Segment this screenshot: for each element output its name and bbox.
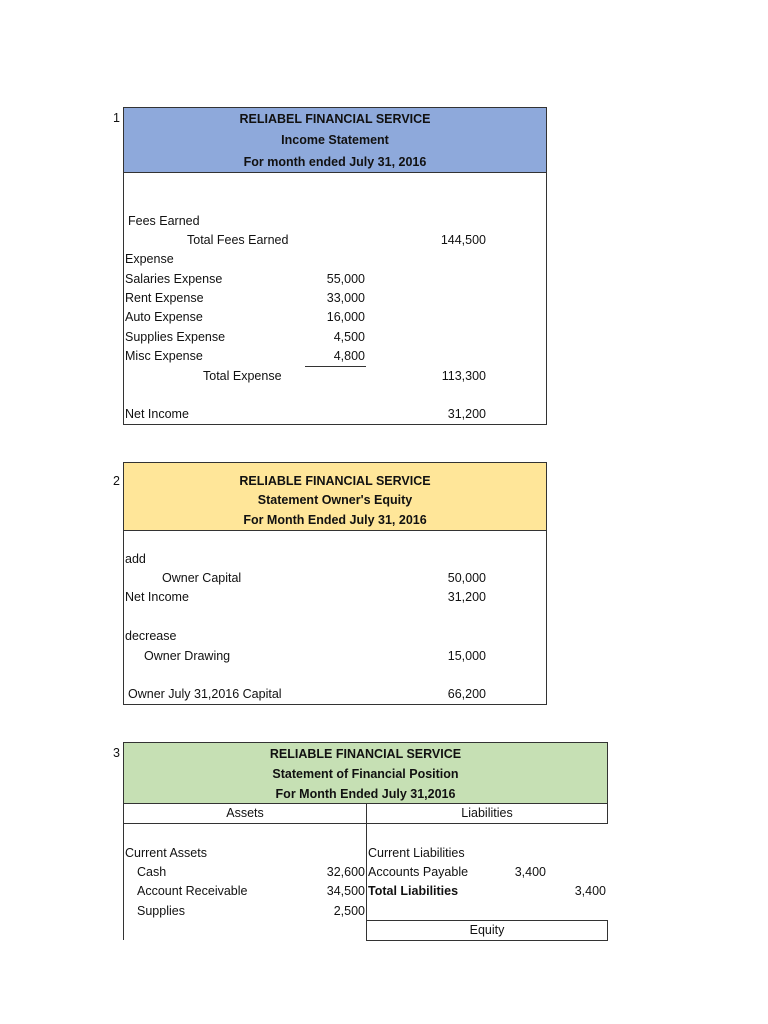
add-label: add (125, 552, 146, 566)
company-title: RELIABLE FINANCIAL SERVICE (269, 747, 462, 761)
section-number-2: 2 (113, 474, 120, 488)
misc-expense-value: 4,800 (333, 349, 365, 363)
ending-capital-label: Owner July 31,2016 Capital (128, 687, 282, 701)
net-income-label: Net Income (125, 590, 189, 604)
rent-expense-label: Rent Expense (125, 291, 204, 305)
rent-expense-value: 33,000 (326, 291, 365, 305)
net-income-value: 31,200 (447, 407, 486, 421)
salaries-expense-label: Salaries Expense (125, 272, 223, 286)
salaries-expense-value: 55,000 (326, 272, 365, 286)
owner-capital-label: Owner Capital (162, 571, 242, 585)
auto-expense-label: Auto Expense (125, 310, 203, 324)
subtotal-underline (305, 366, 366, 367)
total-fees-earned-label: Total Fees Earned (187, 233, 289, 247)
receivable-value: 34,500 (326, 884, 365, 898)
supplies-label: Supplies (137, 904, 185, 918)
decrease-label: decrease (125, 629, 177, 643)
owners-equity-header (123, 462, 547, 531)
owners-equity-body (123, 530, 547, 705)
statement-title: Income Statement (281, 133, 389, 147)
company-title: RELIABLE FINANCIAL SERVICE (239, 474, 431, 488)
section-number-3: 3 (113, 746, 120, 760)
owner-drawing-label: Owner Drawing (144, 649, 231, 663)
total-liabilities-value: 3,400 (574, 884, 606, 898)
income-statement-header (123, 107, 547, 173)
equity-label: Equity (469, 923, 505, 937)
statement-title: Statement of Financial Position (272, 767, 459, 781)
total-expense-value: 113,300 (441, 369, 486, 383)
owner-capital-value: 50,000 (447, 571, 486, 585)
accounts-payable-label: Accounts Payable (368, 865, 469, 879)
company-title: RELIABEL FINANCIAL SERVICE (239, 112, 431, 126)
statement-title: Statement Owner's Equity (257, 493, 413, 507)
current-liabilities-label: Current Liabilities (368, 846, 465, 860)
net-income-value: 31,200 (447, 590, 486, 604)
net-income-label: Net Income (125, 407, 189, 421)
statement-period: For month ended July 31, 2016 (243, 155, 427, 169)
column-divider (366, 823, 367, 921)
accounts-payable-value: 3,400 (514, 865, 546, 879)
ending-capital-value: 66,200 (447, 687, 486, 701)
total-liabilities-label: Total Liabilities (368, 884, 459, 898)
statement-period: For Month Ended July 31, 2016 (243, 513, 427, 527)
section-number-1: 1 (113, 111, 120, 125)
cash-label: Cash (137, 865, 167, 879)
receivable-label: Account Receivable (137, 884, 248, 898)
assets-left-border (123, 823, 124, 940)
expense-label: Expense (125, 252, 174, 266)
total-expense-label: Total Expense (203, 369, 282, 383)
statement-period: For Month Ended July 31,2016 (275, 787, 456, 801)
owner-drawing-value: 15,000 (447, 649, 486, 663)
misc-expense-label: Misc Expense (125, 349, 203, 363)
auto-expense-value: 16,000 (326, 310, 365, 324)
current-assets-label: Current Assets (125, 846, 207, 860)
supplies-value: 2,500 (333, 904, 365, 918)
supplies-expense-label: Supplies Expense (125, 330, 226, 344)
assets-label: Assets (226, 806, 264, 820)
total-fees-earned-value: 144,500 (440, 233, 486, 247)
supplies-expense-value: 4,500 (333, 330, 365, 344)
fees-earned-label: Fees Earned (128, 214, 200, 228)
cash-value: 32,600 (326, 865, 365, 879)
liabilities-label: Liabilities (461, 806, 513, 820)
financial-position-header (123, 742, 608, 804)
